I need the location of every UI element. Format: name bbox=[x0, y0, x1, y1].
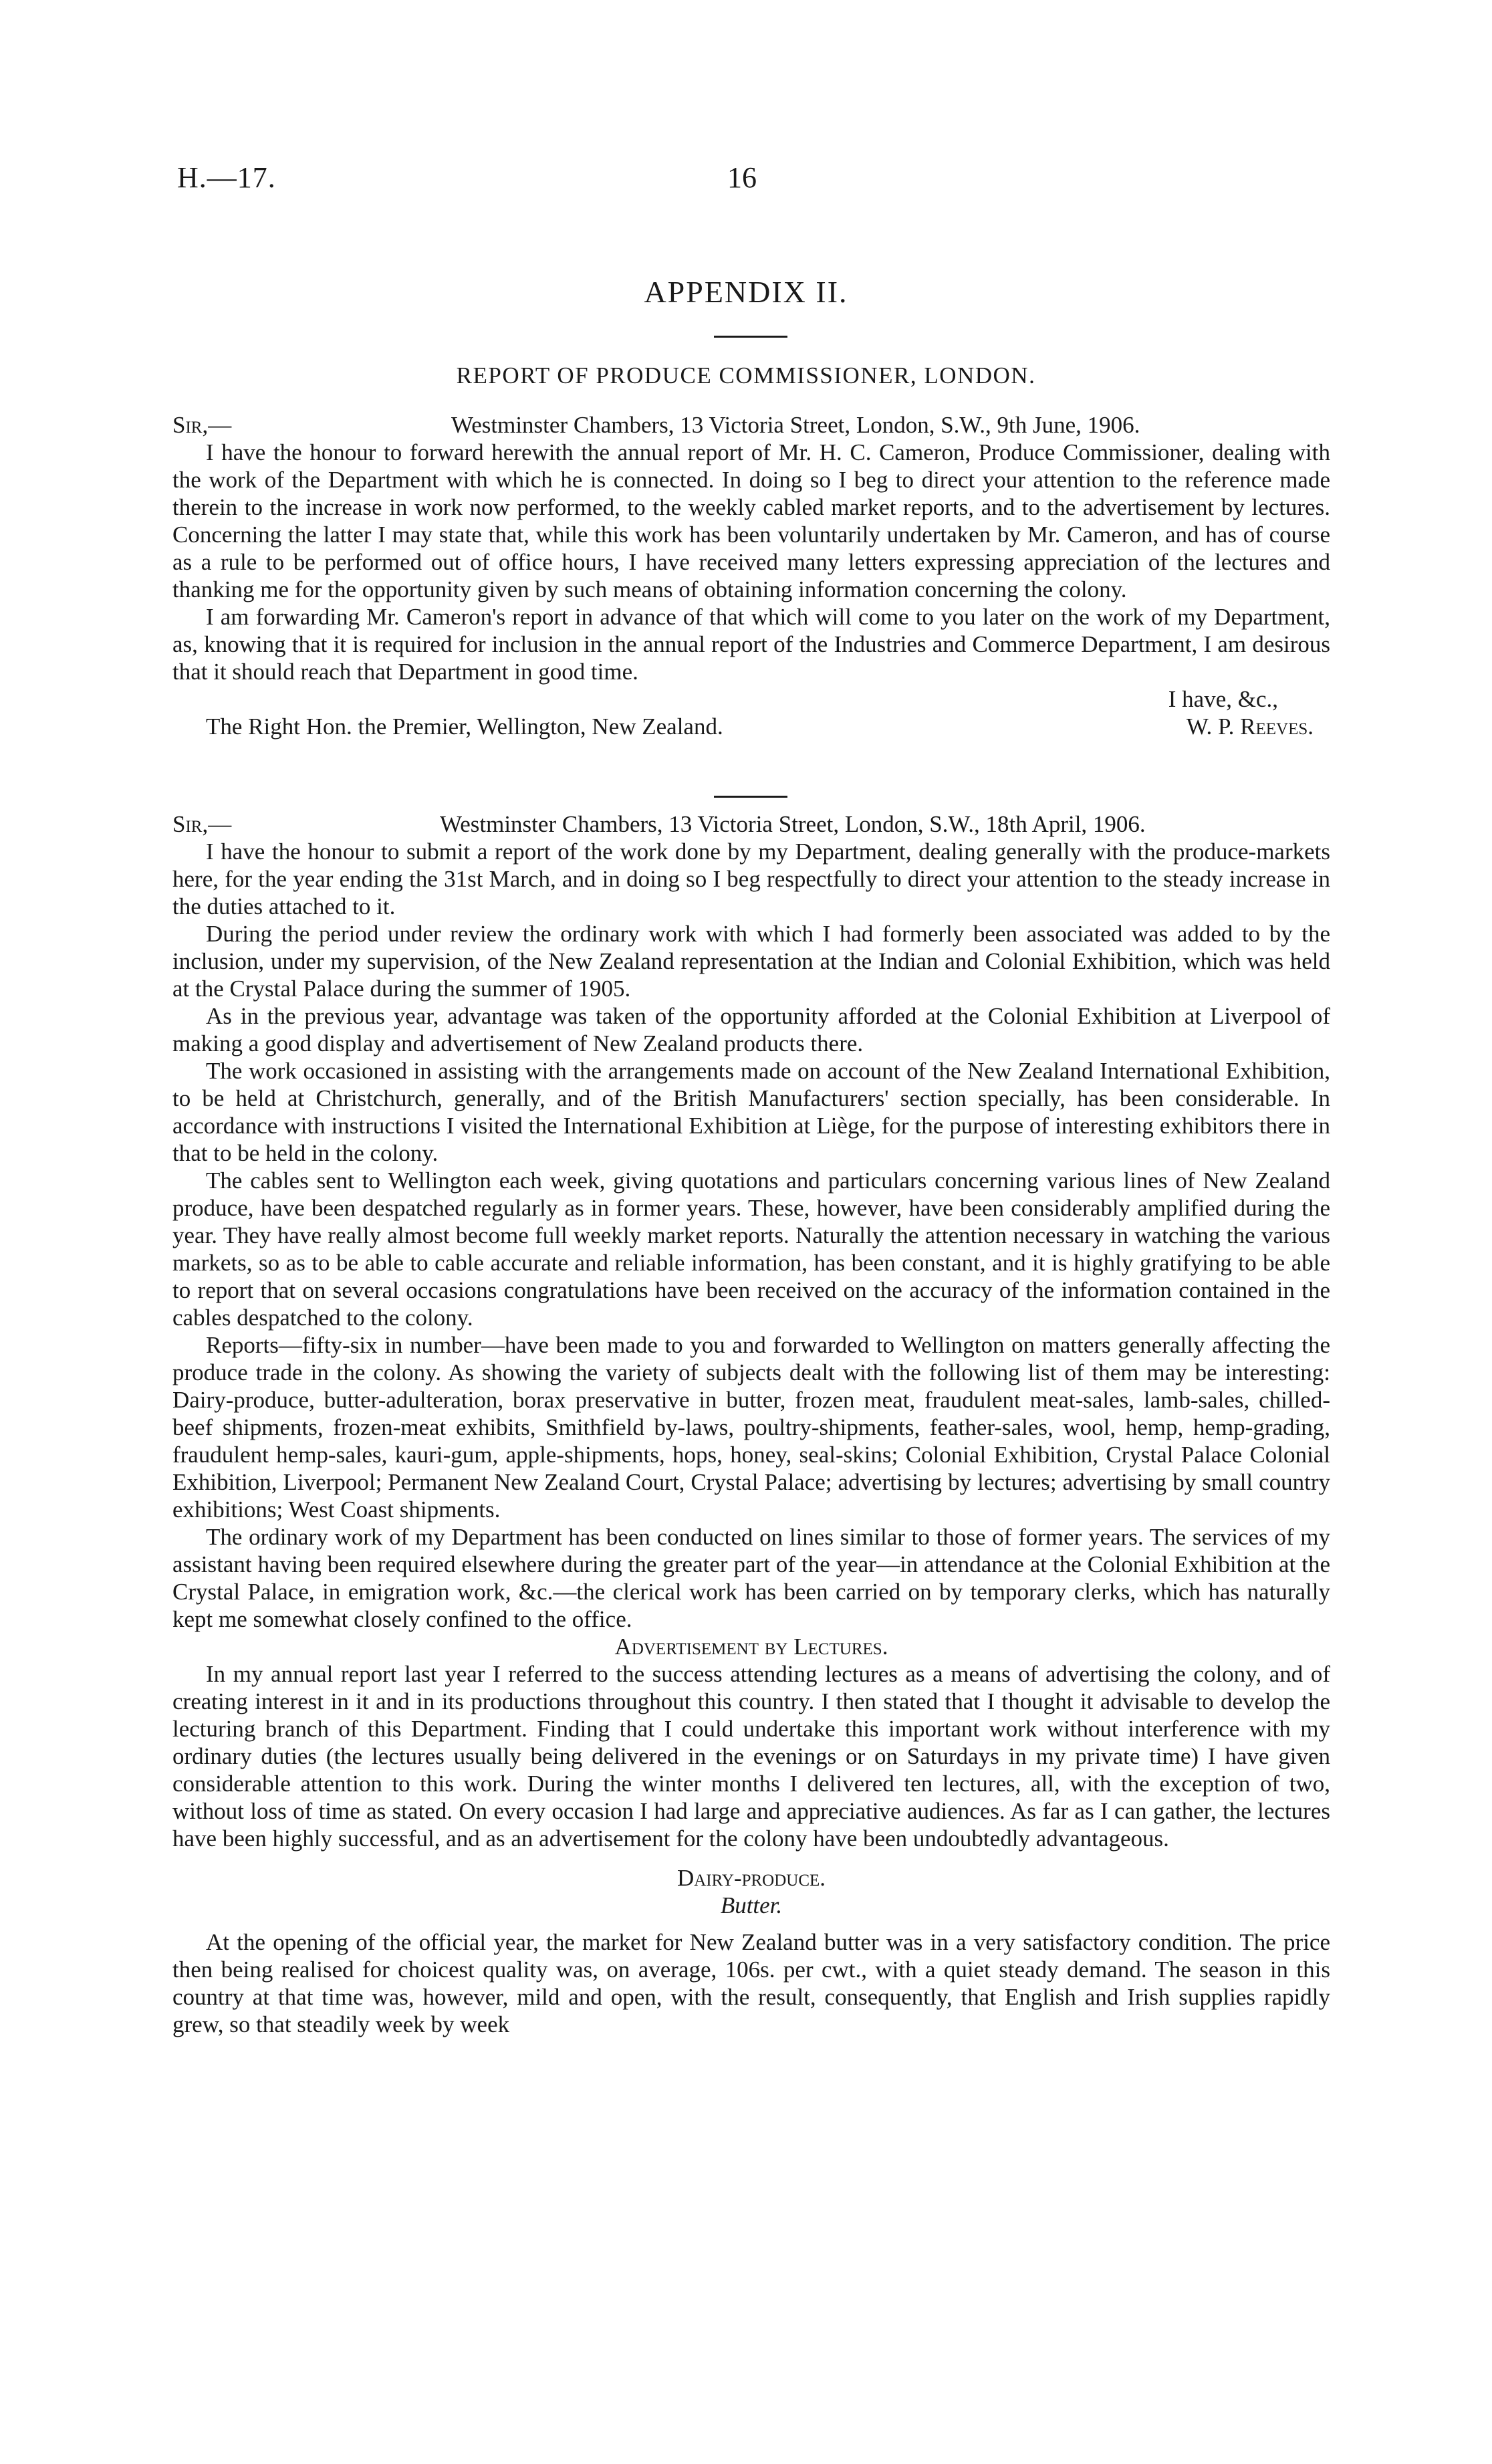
letter-2-paragraph: As in the previous year, advantage was taken of the opportunity afforded at the Colonial Exhibition at Liverpool of making a good display and advertisement of New Zealand products there. bbox=[172, 1003, 1330, 1056]
appendix-title: APPENDIX II. bbox=[644, 275, 848, 309]
letter-1-paragraph: I am forwarding Mr. Cameron's report in advance of that which will come to you later on the work of my Department, as, knowing that it is required for inclusion in the annual report of the Industries and Commerce Department, I am desirous that it should reach that Department in good time. bbox=[172, 604, 1330, 685]
letter-2-paragraph: The cables sent to Wellington each week, giving quotations and particulars concerning various lines of New Zealand produce, have been despatched regularly as in former years. These, however, have been considerably amplified during the year. They have really almost become full weekly market reports. Naturally the attention necessary in watching the various markets, so as to be able to cable accurate and reliable information, has been constant, and it is highly gratifying to be able to report that on several occasions congratulations have been received on the accuracy of the information contained in the cables despatched to the colony. bbox=[172, 1167, 1330, 1331]
letter-1-salutation: Sir,— bbox=[172, 412, 232, 438]
letter-2-paragraph: The work occasioned in assisting with the arrangements made on account of the New Zealand International Exhibition, to be held at Christchurch, generally, and of the British Manufacturers' section specially, has been considerable. In accordance with instructions I visited the International Exhibition at Liège, for the purpose of interesting exhibitors there in that to be held in the colony. bbox=[172, 1058, 1330, 1166]
letter-2-salutation: Sir,— bbox=[172, 811, 232, 837]
letter-1-addressee: The Right Hon. the Premier, Wellington, New Zealand. bbox=[206, 713, 723, 740]
title-rule bbox=[714, 336, 787, 338]
page-number: 16 bbox=[727, 161, 757, 194]
letter-1-paragraph: I have the honour to forward herewith the annual report of Mr. H. C. Cameron, Produce Commissioner, dealing with the work of the Department with which he is connected. In doing so I beg to direct your attention to the reference made therein to the increase in work now performed, to the weekly cabled market reports, and to the advertisement by lectures. Concerning the latter I may state that, while this work has been voluntarily undertaken by Mr. Cameron, and has of course as a rule to be performed out of office hours, I have received many letters expressing appreciation of the lectures and thanking me for the opportunity given by such means of obtaining information concerning the colony. bbox=[172, 439, 1330, 602]
letter-1-signature: W. P. Reeves. bbox=[1186, 713, 1314, 740]
letter-2-paragraph: During the period under review the ordinary work with which I had formerly been associated was added to by the inclusion, under my supervision, of the New Zealand representation at the Indian and Colonial Exhibition, which was held at the Crystal Palace during the summer of 1905. bbox=[172, 921, 1330, 1002]
subheading-butter: Butter. bbox=[720, 1892, 783, 1918]
letter-1 bbox=[172, 411, 1330, 740]
letter-1-address: Westminster Chambers, 13 Victoria Street, London, S.W., 9th June, 1906. bbox=[451, 412, 1140, 438]
letter-2-address: Westminster Chambers, 13 Victoria Street, London, S.W., 18th April, 1906. bbox=[440, 811, 1146, 837]
report-subtitle: REPORT OF PRODUCE COMMISSIONER, LONDON. bbox=[456, 362, 1036, 388]
letter-2 bbox=[172, 810, 1330, 2038]
report-code: H.—17. bbox=[177, 161, 276, 194]
section-heading-dairy: Dairy-produce. bbox=[676, 1865, 826, 1891]
letter-2-paragraph: Reports—fifty-six in number—have been made to you and forwarded to Wellington on matters generally affecting the produce trade in the colony. As showing the variety of subjects dealt with the following list of them may be interesting: Dairy-produce, butter-adulteration, borax preservative in butter, frozen meat, fraudulent meat-sales, lamb-sales, chilled-beef shipments, frozen-meat exhibits, Smithfield by-laws, poultry-shipments, feather-sales, wool, hemp, hemp-grading, fraudulent hemp-sales, kauri-gum, apple-shipments, hops, honey, seal-skins; Colonial Exhibition, Crystal Palace Colonial Exhibition, Liverpool; Permanent New Zealand Court, Crystal Palace; advertising by lectures; advertising by small country exhibitions; West Coast shipments. bbox=[172, 1332, 1330, 1523]
section-heading-lectures: Advertisement by Lectures. bbox=[614, 1634, 888, 1660]
letter-2-paragraph: I have the honour to submit a report of the work done by my Department, dealing generally with the produce-markets here, for the year ending the 31st March, and in doing so I beg respectfully to direct your attention to the steady increase in the duties attached to it. bbox=[172, 838, 1330, 919]
letter-separator-rule bbox=[714, 796, 787, 798]
letter-2-paragraph: The ordinary work of my Department has been conducted on lines similar to those of former years. The services of my assistant having been required elsewhere during the greater part of the year—in attendance at the Colonial Exhibition at the Crystal Palace, in emigration work, &c.—the clerical work has been carried on by temporary clerks, which has naturally kept me somewhat closely confined to the office. bbox=[172, 1524, 1330, 1632]
letter-1-closing: I have, &c., bbox=[1168, 686, 1278, 712]
lectures-paragraph: In my annual report last year I referred to the success attending lectures as a means of advertising the colony, and of creating interest in it and in its productions throughout this country. I then stated that I thought it advisable to develop the lecturing branch of this Department. Finding that I could undertake this important work without interference with my ordinary duties (the lectures usually being delivered in the evenings or on Saturdays in my private time) I have given considerable attention to this work. During the winter months I delivered ten lectures, all, with the exception of two, without loss of time as stated. On every occasion I had large and appreciative audiences. As far as I can gather, the lectures have been highly successful, and as an advertisement for the colony have been undoubtedly advantageous. bbox=[172, 1661, 1330, 1852]
butter-paragraph: At the opening of the official year, the market for New Zealand butter was in a very satisfactory condition. The price then being realised for choicest quality was, on average, 106s. per cwt., with a quiet steady demand. The season in this country at that time was, however, mild and open, with the result, consequently, that English and Irish supplies rapidly grew, so that steadily week by week bbox=[172, 1929, 1330, 2037]
